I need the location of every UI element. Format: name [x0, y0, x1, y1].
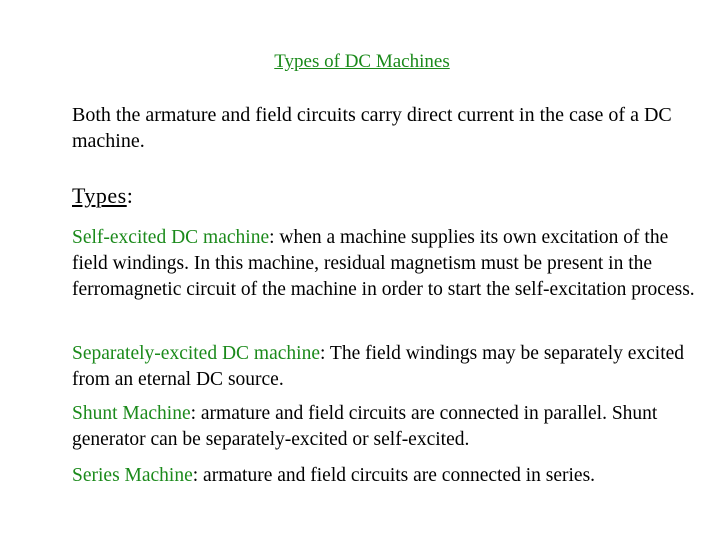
type-term: Series Machine	[72, 465, 193, 486]
type-term: Self-excited DC machine	[72, 227, 270, 248]
slide-title	[0, 50, 720, 74]
type-item-self-excited	[72, 225, 702, 303]
type-description: : when a machine supplies its own excitation of the field windings. In this machine, residual magnetism must be present in the ferromagnetic circuit of the machine in order to start the self-excitation process.	[72, 227, 695, 300]
type-description: : armature and field circuits are connected in series.	[192, 465, 596, 486]
type-term: Shunt Machine	[72, 403, 191, 424]
types-heading	[72, 182, 133, 210]
intro-paragraph: Both the armature and field circuits carry direct current in the case of a DC machine.	[72, 104, 672, 152]
type-item-series	[72, 463, 702, 489]
type-term: Separately-excited DC machine	[72, 343, 320, 364]
type-description: : The field windings may be separately excited from an eternal DC source.	[72, 343, 685, 390]
type-description: : armature and field circuits are connected in parallel. Shunt generator can be separately-excited or self-excited.	[72, 403, 658, 450]
type-item-separately-excited	[72, 341, 702, 393]
slide-title-text: Types of DC Machines	[274, 51, 450, 72]
types-heading-colon: :	[126, 183, 134, 208]
type-item-shunt	[72, 401, 702, 453]
types-heading-word: Types	[72, 183, 127, 208]
